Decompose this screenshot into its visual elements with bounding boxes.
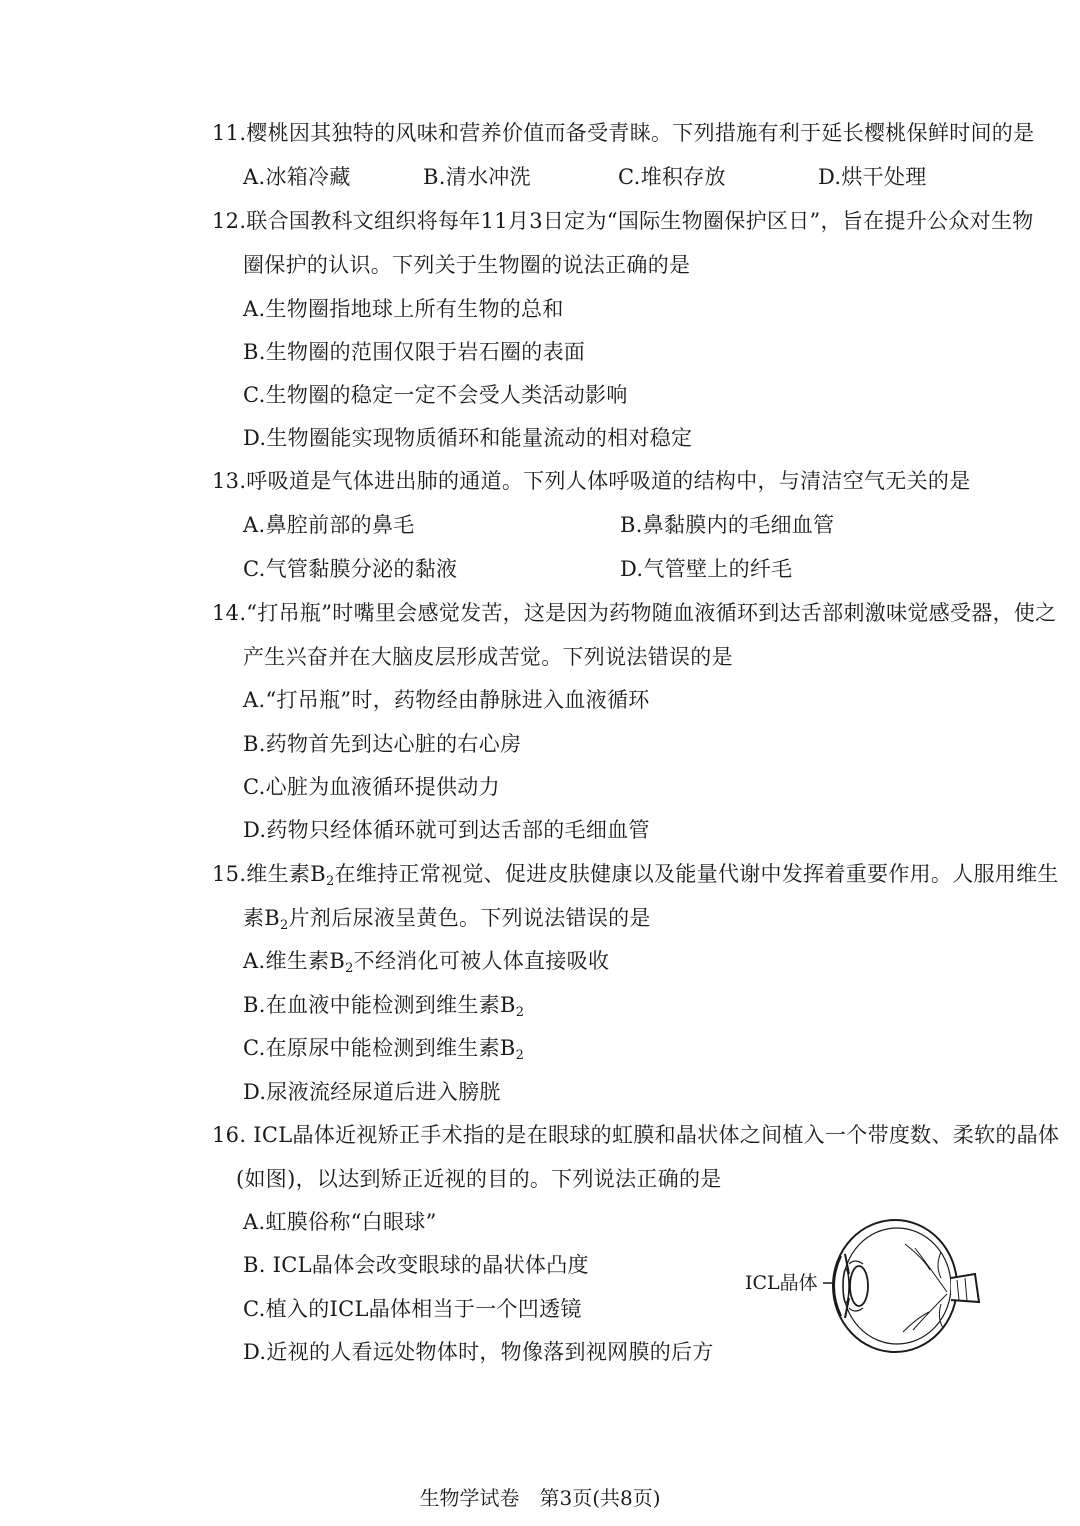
q16-option-c: C.植入的ICL晶体相当于一个凹透镜 (243, 1297, 582, 1321)
q14-option-a: A.“打吊瓶”时，药物经由静脉进入血液循环 (243, 688, 650, 712)
q16-option-b: B. ICL晶体会改变眼球的晶状体凸度 (243, 1253, 589, 1277)
q15-option-a-text-rest: 不经消化可被人体直接吸收 (353, 949, 610, 973)
q12-option-b: B.生物圈的范围仅限于岩石圈的表面 (243, 340, 586, 364)
q14-option-c: C.心脏为血液循环提供动力 (243, 775, 500, 799)
subscript: 2 (515, 1005, 525, 1020)
subscript: 2 (345, 961, 354, 976)
q13-option-b: B.鼻黏膜内的毛细血管 (620, 513, 835, 537)
q15-stem-line1 (212, 859, 1059, 897)
q15-option-c-text: C.在原尿中能检测到维生素B (243, 1036, 516, 1060)
q13-option-d: D.气管壁上的纤毛 (620, 557, 793, 581)
q15-option-b (243, 990, 524, 1028)
q11-option-c: C.堆积存放 (618, 165, 726, 189)
q15-option-d: D.尿液流经尿道后进入膀胱 (243, 1080, 501, 1104)
q12-option-c: C.生物圈的稳定一定不会受人类活动影响 (243, 383, 628, 407)
q16-option-a: A.虹膜俗称“白眼球” (243, 1210, 437, 1234)
q14-option-d: D.药物只经体循环就可到达舌部的毛细血管 (243, 818, 650, 842)
q15-option-a-text: A.维生素B (243, 949, 346, 973)
q15-stem2-text: 素B (243, 906, 281, 930)
q13-option-a: A.鼻腔前部的鼻毛 (243, 513, 415, 537)
q13-stem: 13.呼吸道是气体进出肺的通道。下列人体呼吸道的结构中，与清洁空气无关的是 (212, 469, 971, 493)
q14-stem-line1: 14.“打吊瓶”时嘴里会感觉发苦，这是因为药物随血液循环到达舌部刺激味觉感受器，使之 (212, 601, 1057, 625)
q16-stem-line1: 16. ICL晶体近视矫正手术指的是在眼球的虹膜和晶状体之间植入一个带度数、柔软的晶体 (212, 1123, 1060, 1147)
q12-option-a: A.生物圈指地球上所有生物的总和 (243, 297, 564, 321)
q15-option-c (243, 1033, 524, 1071)
q15-stem1-text-rest: 在维持正常视觉、促进皮肤健康以及能量代谢中发挥着重要作用。人服用维生 (334, 862, 1059, 886)
q11-stem: 11.樱桃因其独特的风味和营养价值而备受青睐。下列措施有利于延长樱桃保鲜时间的是 (212, 121, 1035, 145)
page-footer: 生物学试卷 第3页(共8页) (419, 1486, 661, 1510)
eyeball-cross-section-icon (745, 1208, 985, 1368)
eye-figure (745, 1208, 985, 1368)
q16-option-d: D.近视的人看远处物体时，物像落到视网膜的后方 (243, 1340, 714, 1364)
subscript: 2 (325, 874, 335, 889)
q15-stem2-text-rest: 片剂后尿液呈黄色。下列说法错误的是 (288, 906, 651, 930)
q11-option-b: B.清水冲洗 (423, 165, 531, 189)
icl-lens-label: ICL晶体 (745, 1272, 818, 1294)
q14-option-b: B.药物首先到达心脏的右心房 (243, 732, 522, 756)
q11-option-a: A.冰箱冷藏 (243, 165, 351, 189)
q11-option-d: D.烘干处理 (818, 165, 927, 189)
q13-option-c: C.气管黏膜分泌的黏液 (243, 557, 458, 581)
q12-stem-line2: 圈保护的认识。下列关于生物圈的说法正确的是 (243, 253, 691, 277)
q12-stem-line1: 12.联合国教科文组织将每年11月3日定为“国际生物圈保护区日”，旨在提升公众对生物 (212, 209, 1034, 233)
subscript: 2 (515, 1048, 525, 1063)
subscript: 2 (280, 918, 289, 933)
q15-option-b-text: B.在血液中能检测到维生素B (243, 993, 516, 1017)
q16-stem-line2: (如图)，以达到矫正近视的目的。下列说法正确的是 (236, 1167, 722, 1191)
q14-stem-line2: 产生兴奋并在大脑皮层形成苦觉。下列说法错误的是 (243, 645, 733, 669)
q15-stem-line2 (243, 903, 651, 941)
q15-stem1-text: 15.维生素B (212, 862, 326, 886)
q12-option-d: D.生物圈能实现物质循环和能量流动的相对稳定 (243, 426, 693, 450)
q15-option-a (243, 946, 609, 984)
